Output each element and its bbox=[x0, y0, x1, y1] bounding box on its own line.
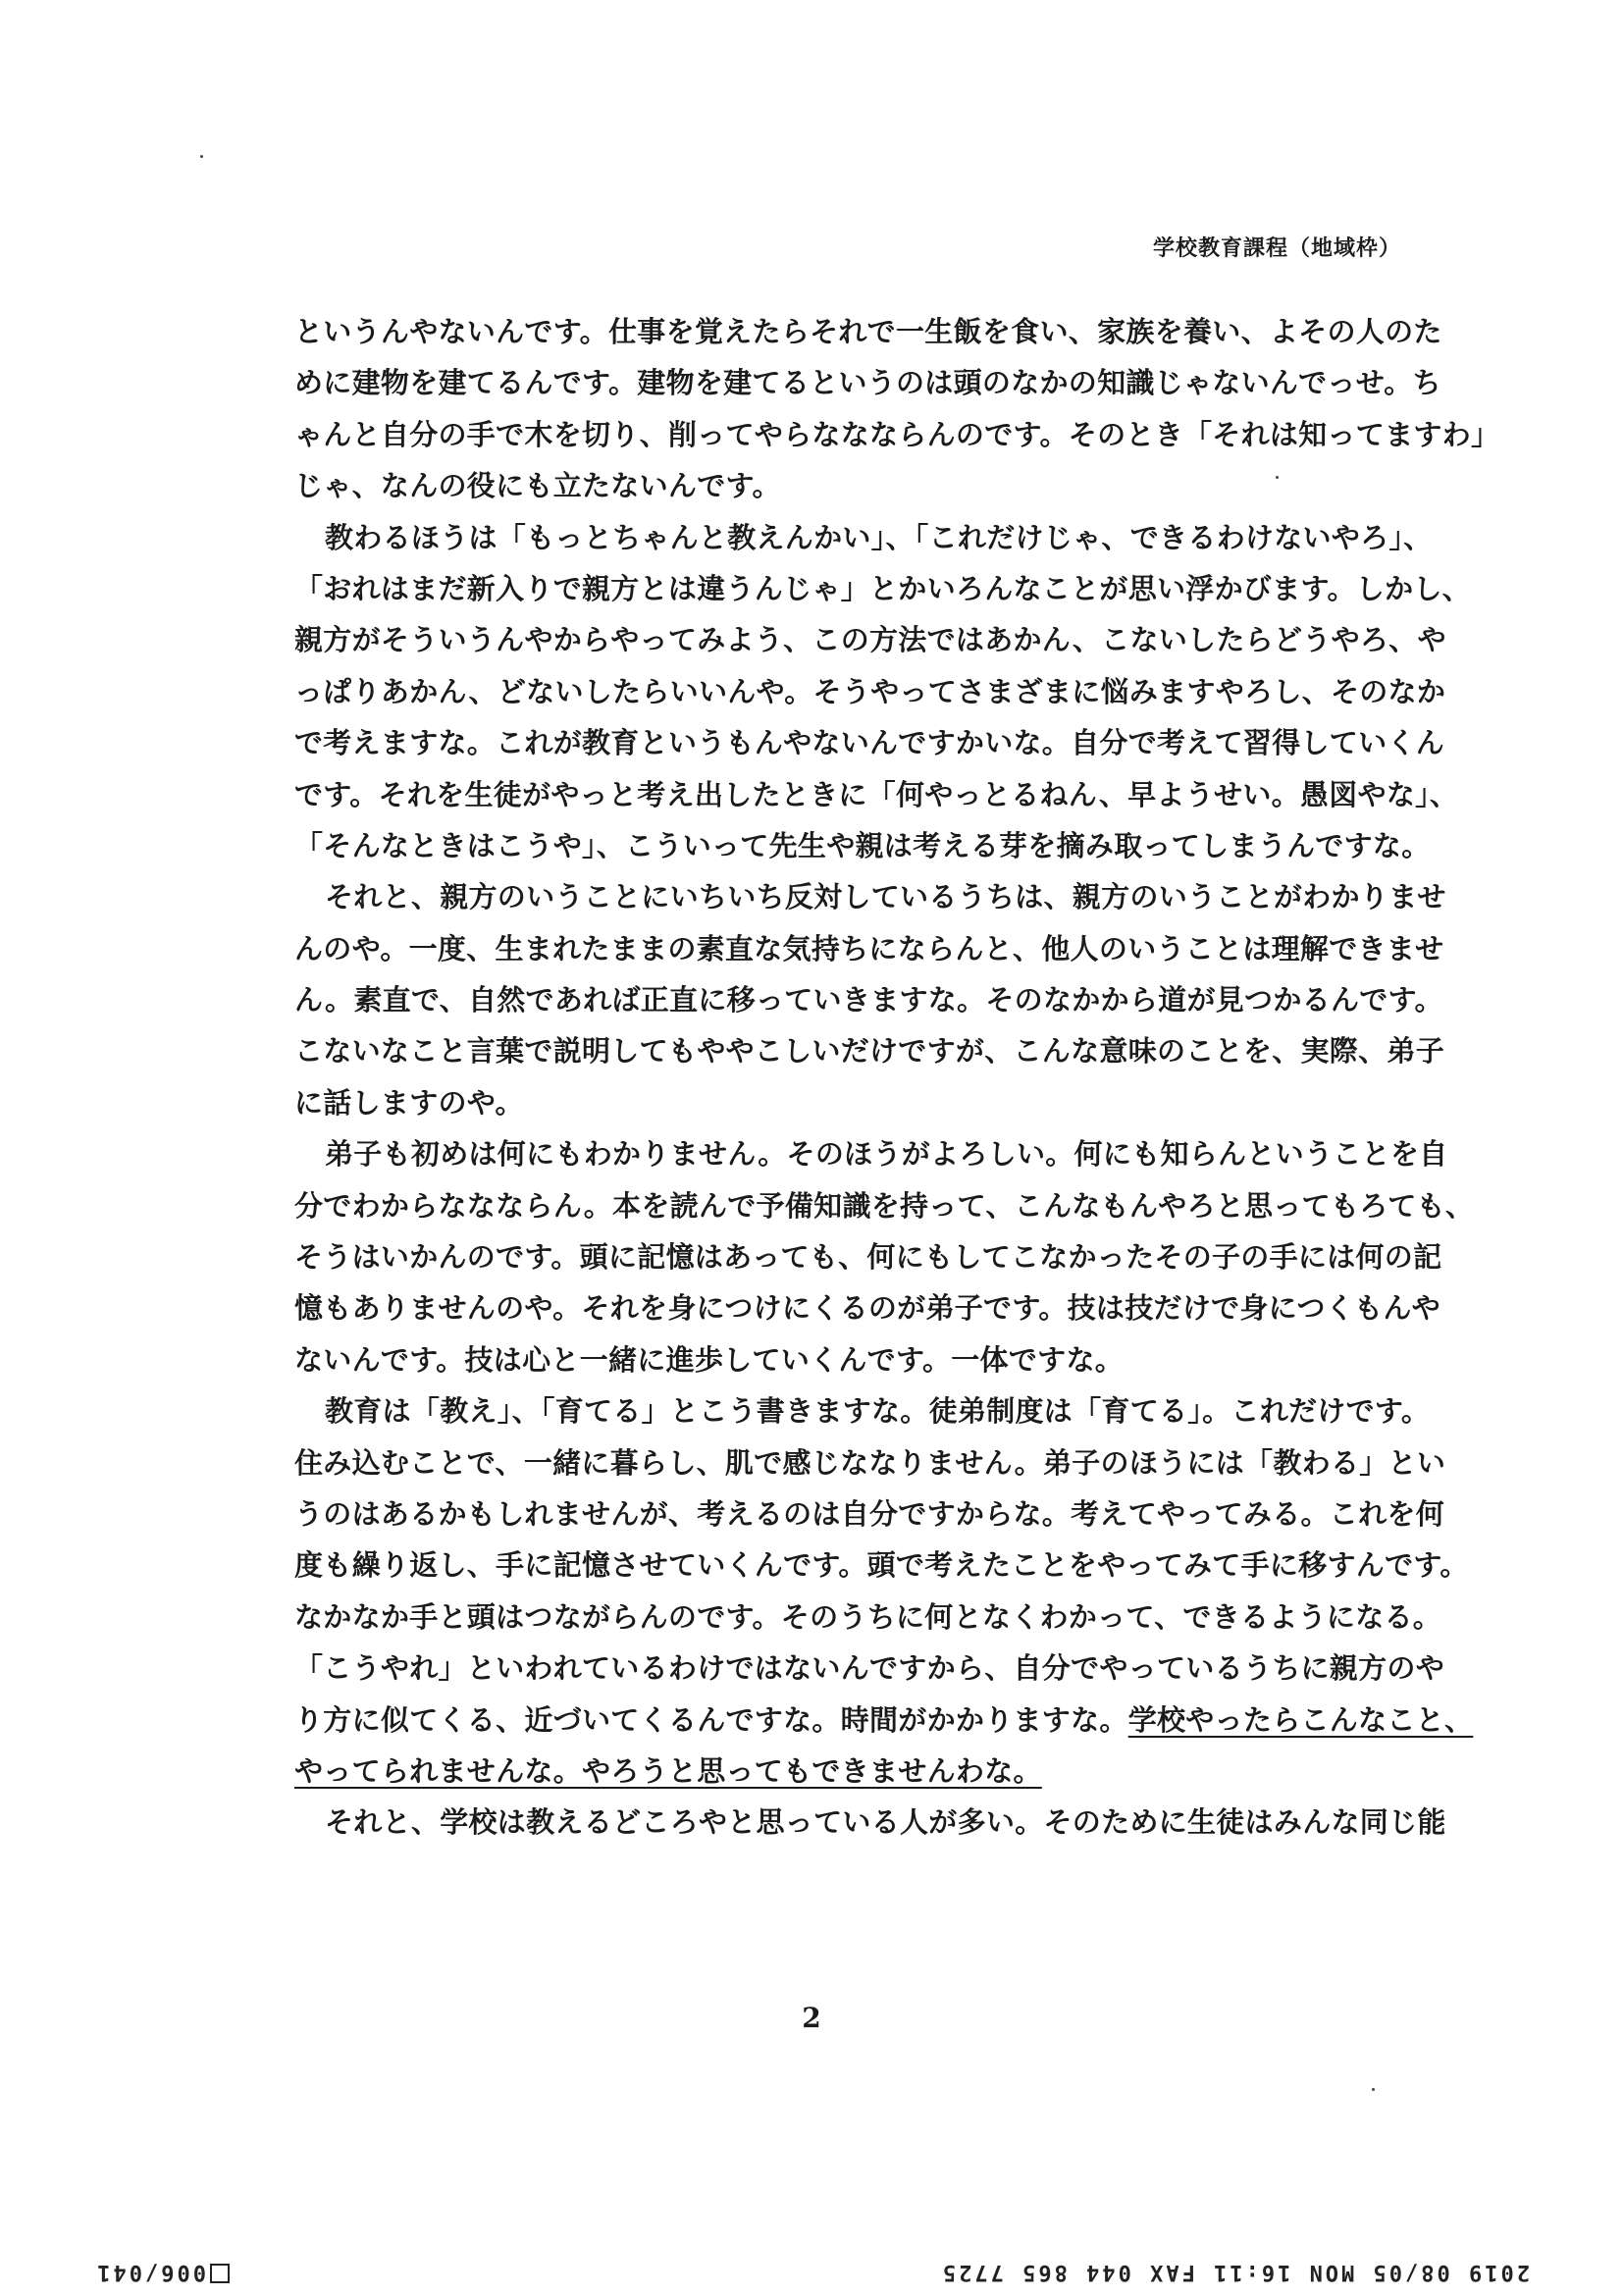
text-line: それと、親方のいうことにいちいち反対しているうちは、親方のいうことがわかりませ bbox=[325, 880, 1446, 914]
text-line: うのはあるかもしれませんが、考えるのは自分ですからな。考えてやってみる。これを何 bbox=[294, 1496, 1445, 1531]
text-line: めに建物を建てるんです。建物を建てるというのは頭のなかの知識じゃないんでっせ。ち bbox=[294, 366, 1441, 400]
fax-transmission-header: 2019 08/05 MON 16:11 FAX 044 865 7725 bbox=[939, 2260, 1530, 2284]
text-line: 弟子も初めは何にもわかりません。そのほうがよろしい。何にも知らんということを自 bbox=[325, 1137, 1448, 1172]
text-line: 憶もありませんのや。それを身につけにくるのが弟子です。技は技だけで身につくもんや bbox=[294, 1291, 1440, 1326]
text-line: 「こうやれ」といわれているわけではないんですから、自分でやっているうちに親方のや bbox=[294, 1651, 1445, 1686]
text-line: 「そんなときはこうや」、こういって先生や親は考える芽を摘み取ってしまうんですな。 bbox=[294, 828, 1431, 862]
checkbox-icon bbox=[210, 2264, 230, 2283]
text-line: 分でわからななならん。本を読んで予備知識を持って、こんなもんやろと思ってもろても、 bbox=[294, 1188, 1475, 1223]
text-line bbox=[294, 1695, 1474, 1746]
text-line: っぱりあかん、どないしたらいいんや。そうやってさまざまに悩みますやろし、そのなか bbox=[294, 674, 1446, 708]
text-line: 住み込むことで、一緒に暮らし、肌で感じななりません。弟子のほうには「教わる」とい bbox=[294, 1445, 1446, 1480]
text-line: 親方がそういうんやからやってみよう、この方法ではあかん、こないしたらどうやろ、や bbox=[294, 623, 1446, 657]
scan-speck bbox=[1372, 2088, 1375, 2091]
text-line: こないなこと言葉で説明してもややこしいだけですが、こんな意味のことを、実際、弟子 bbox=[294, 1034, 1445, 1069]
text-line: に話しますのや。 bbox=[294, 1085, 524, 1120]
text-line-main: り方に似てくる、近づいてくるんですな。時間がかかりますな。 bbox=[294, 1702, 1128, 1737]
text-line: 「おれはまだ新入りで親方とは違うんじゃ」とかいろんなことが思い浮かびます。しかし、 bbox=[294, 571, 1471, 605]
text-line: で考えますな。これが教育というもんやないんですかいな。自分で考えて習得していくん bbox=[294, 726, 1445, 760]
underlined-text: 学校やったらこんなこと、 bbox=[1127, 1702, 1474, 1737]
underlined-text: やってられませんな。やろうと思ってもできませんわな。 bbox=[294, 1753, 1042, 1788]
text-line: 教育は「教え」、「育てる」とこう書きますな。徒弟制度は「育てる」。これだけです。 bbox=[325, 1394, 1431, 1429]
text-line: んのや。一度、生まれたままの素直な気持ちにならんと、他人のいうことは理解できませ bbox=[294, 931, 1444, 965]
page-number: 2 bbox=[802, 2002, 821, 2034]
course-header-note: 学校教育課程（地域枠） bbox=[1152, 235, 1401, 261]
text-line: 教わるほうは「もっとちゃんと教えんかい」、「これだけじゃ、できるわけないやろ」、 bbox=[325, 520, 1433, 554]
fax-page-count-text: 006/041 bbox=[94, 2260, 206, 2284]
text-line: ないんです。技は心と一緒に進歩していくんです。一体ですな。 bbox=[294, 1342, 1125, 1377]
fax-page-count bbox=[94, 2260, 230, 2284]
text-line: じゃ、なんの役にも立たないんです。 bbox=[294, 469, 781, 503]
text-line: それと、学校は教えるどころやと思っている人が多い。そのために生徒はみんな同じ能 bbox=[325, 1805, 1446, 1840]
fax-footer bbox=[0, 2255, 1623, 2284]
text-line bbox=[294, 1746, 1382, 1797]
body-text bbox=[294, 306, 1500, 1849]
text-line: 度も繰り返し、手に記憶させていくんです。頭で考えたことをやってみて手に移すんです。 bbox=[294, 1548, 1469, 1583]
text-line: というんやないんです。仕事を覚えたらそれで一生飯を食い、家族を養い、よその人のた bbox=[294, 315, 1442, 348]
text-line: そうはいかんのです。頭に記憶はあっても、何にもしてこなかったその子の手には何の記 bbox=[294, 1240, 1442, 1275]
text-line: なかなか手と頭はつながらんのです。そのうちに何となくわかって、できるようになる。 bbox=[294, 1599, 1442, 1634]
text-line: です。それを生徒がやっと考え出したときに「何やっとるねん、早ようせい。愚図やな」、 bbox=[294, 777, 1459, 811]
text-line: ん。素直で、自然であれば正直に移っていきますな。そのなかから道が見つかるんです。 bbox=[294, 983, 1443, 1018]
scan-speck bbox=[1276, 476, 1279, 479]
scan-speck bbox=[200, 155, 203, 158]
text-line: ゃんと自分の手で木を切り、削ってやらななならんのです。そのとき「それは知ってますわ」 bbox=[294, 417, 1500, 451]
